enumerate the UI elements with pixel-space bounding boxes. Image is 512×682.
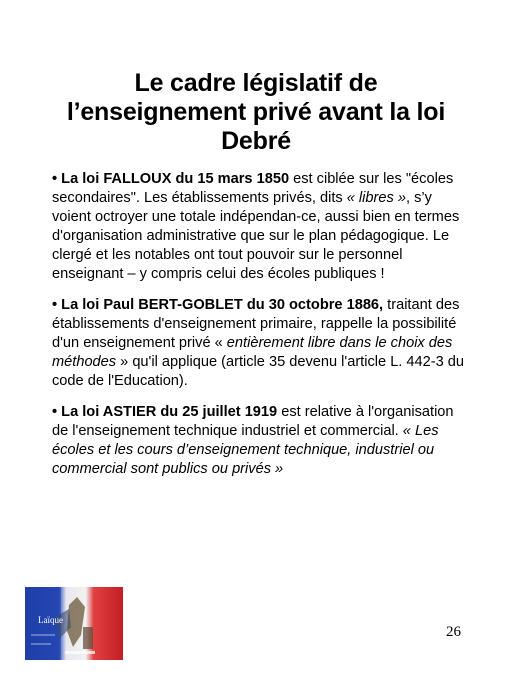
bullet-heading: • La loi Paul BERT-GOBLET du 30 octobre 1886, xyxy=(52,297,384,313)
bullet-text: est ciblée sur les "écoles secondaires". Les établissements privés, dits xyxy=(52,171,454,206)
bullet-heading: • La loi FALLOUX du 15 mars 1850 xyxy=(52,171,290,187)
title-line-1: Le cadre législatif de xyxy=(134,69,378,97)
bullet-text: traitant des établissements d'enseignement primaire, rappelle la possibilité d'un enseignement privé « xyxy=(52,297,460,351)
bullet-quote: « libres » xyxy=(346,190,406,206)
bullet-text: est relative à l'organisation de l'enseignement technique industriel et commercial. xyxy=(52,404,454,439)
bullet-quote: « Les écoles et les cours d’enseignement technique, industriel ou commercial sont publics ou privés » xyxy=(52,423,439,477)
bullet-astier xyxy=(52,403,472,479)
logo-text: Laïque xyxy=(38,615,63,625)
bullet-bert-goblet xyxy=(52,296,472,391)
bullet-falloux xyxy=(52,170,472,284)
bullet-quote: entièrement libre dans le choix des méthodes xyxy=(52,335,453,370)
bullet-text: , s’y voient octroyer une totale indépendan-ce, aussi bien en termes d'organisation administrative que sur le plan pédagogique. Le clergé et les notables ont tout pouvoir sur le personnel enseignant – y compris celui des écoles publiques ! xyxy=(52,190,460,282)
slide-title xyxy=(40,69,472,156)
title-line-2: l’enseignement privé avant la loi xyxy=(66,98,446,126)
bullet-heading: • La loi ASTIER du 25 juillet 1919 xyxy=(52,404,278,420)
title-line-3: Debré xyxy=(221,127,291,155)
laicite-logo xyxy=(25,587,123,660)
bullet-text: » qu'il applique (article 35 devenu l'article L. 442-3 du code de l'Education). xyxy=(52,354,465,389)
page-number: 26 xyxy=(446,624,461,640)
slide-body xyxy=(52,170,472,491)
flag-collage-icon xyxy=(25,587,123,660)
